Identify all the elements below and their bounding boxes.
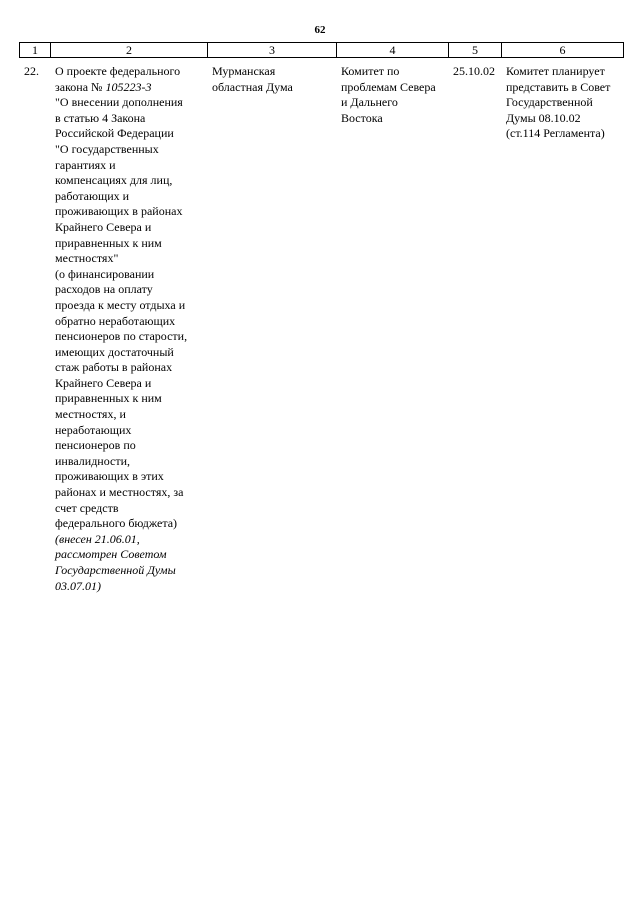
description-text: в статью 4 Закона: [55, 110, 146, 125]
note-cell: [502, 58, 624, 595]
committee-line: и Дальнего: [341, 95, 398, 110]
note-line: Думы 08.10.02: [506, 110, 581, 125]
responsible-committee: [337, 58, 449, 595]
description-text: Крайнего Севера и: [55, 375, 152, 390]
description-line: [55, 391, 203, 407]
column-header-1: 1: [20, 43, 51, 58]
note-line: (ст.114 Регламента): [506, 126, 605, 141]
description-text: районах и местностях, за: [55, 485, 184, 500]
description-text: местностях": [55, 251, 119, 266]
description-line: [55, 438, 203, 454]
initiator-line: областная Дума: [212, 79, 293, 94]
description-line: [55, 579, 203, 595]
description-line: [55, 532, 203, 548]
description-text: "О государственных: [55, 141, 159, 156]
description-text: "О внесении дополнения: [55, 95, 183, 110]
description-text: проживающих в районах: [55, 204, 183, 219]
committee-line: проблемам Севера: [341, 79, 436, 94]
description-text: работающих и: [55, 188, 130, 203]
note-line: Комитет планирует: [506, 64, 605, 78]
description-line: [55, 298, 203, 314]
table-header-row: [20, 43, 624, 58]
description-text: гарантиях и: [55, 157, 116, 172]
description-line: [55, 282, 203, 298]
description-line: [55, 563, 203, 579]
description-text: проживающих в этих: [55, 469, 164, 484]
description-text: (о финансировании: [55, 266, 155, 281]
description-text: пенсионеров по старости,: [55, 329, 188, 344]
description-line: [55, 142, 203, 158]
description-text: Государственной Думы: [55, 563, 176, 577]
description-line: [55, 95, 203, 111]
description-line: [55, 267, 203, 283]
column-header-3: 3: [208, 43, 337, 58]
description-line: [55, 314, 203, 330]
page-number: 62: [314, 24, 326, 36]
description-line: [55, 220, 203, 236]
row-number: 22.: [24, 64, 39, 78]
description-text: рассмотрен Советом: [55, 547, 167, 562]
initiator-line: Мурманская: [212, 64, 276, 78]
column-header-4: 4: [337, 43, 449, 58]
description-line: [55, 80, 203, 96]
description-text: инвалидности,: [55, 453, 131, 468]
committee-line: Комитет по: [341, 64, 400, 78]
committee-line: Востока: [341, 110, 383, 125]
date-cell: 25.10.02: [453, 64, 495, 78]
description-text: Крайнего Севера и: [55, 219, 152, 234]
description-text: проезда к месту отдыха и: [55, 297, 186, 312]
description-text: приравненных к ним: [55, 391, 162, 406]
description-text: расходов на оплату: [55, 282, 153, 297]
description-line: [55, 360, 203, 376]
table-row: [20, 58, 624, 595]
description-line: [55, 111, 203, 127]
description-line: [55, 126, 203, 142]
bills-table: [19, 42, 624, 594]
description-line: [55, 547, 203, 563]
description-text: местностях, и: [55, 407, 126, 422]
column-header-5: 5: [449, 43, 502, 58]
column-header-6: 6: [502, 43, 624, 58]
note-line: представить в Совет: [506, 79, 611, 94]
note-line: Государственной: [506, 95, 593, 110]
description-text: 03.07.01): [55, 578, 101, 593]
description-line: [55, 204, 203, 220]
description-line: [55, 236, 203, 252]
description-line: [55, 329, 203, 345]
description-text: счет средств: [55, 500, 119, 515]
description-text: обратно неработающих: [55, 313, 176, 328]
initiator: [208, 58, 337, 595]
description-line: [55, 454, 203, 470]
description-line: [55, 407, 203, 423]
description-line: [55, 64, 203, 80]
description-text: компенсациях для лиц,: [55, 173, 173, 188]
description-line: [55, 423, 203, 439]
description-line: [55, 469, 203, 485]
column-header-2: 2: [51, 43, 208, 58]
description-line: [55, 173, 203, 189]
description-text: закона №: [55, 79, 106, 94]
description-line: [55, 485, 203, 501]
description-text: Российской Федерации: [55, 126, 174, 141]
description-text: федерального бюджета): [55, 516, 178, 531]
description-text: имеющих достаточный: [55, 344, 174, 359]
bill-description: [51, 58, 208, 595]
description-line: [55, 516, 203, 532]
bill-number: 105223-3: [105, 79, 152, 94]
description-line: [55, 158, 203, 174]
description-line: [55, 376, 203, 392]
description-line: [55, 345, 203, 361]
description-text: О проекте федерального: [55, 64, 181, 78]
description-text: неработающих: [55, 422, 132, 437]
description-line: [55, 189, 203, 205]
description-text: (внесен 21.06.01,: [55, 531, 140, 546]
description-line: [55, 501, 203, 517]
description-line: [55, 251, 203, 267]
description-text: пенсионеров по: [55, 438, 136, 453]
description-text: стаж работы в районах: [55, 360, 173, 375]
description-text: приравненных к ним: [55, 235, 162, 250]
